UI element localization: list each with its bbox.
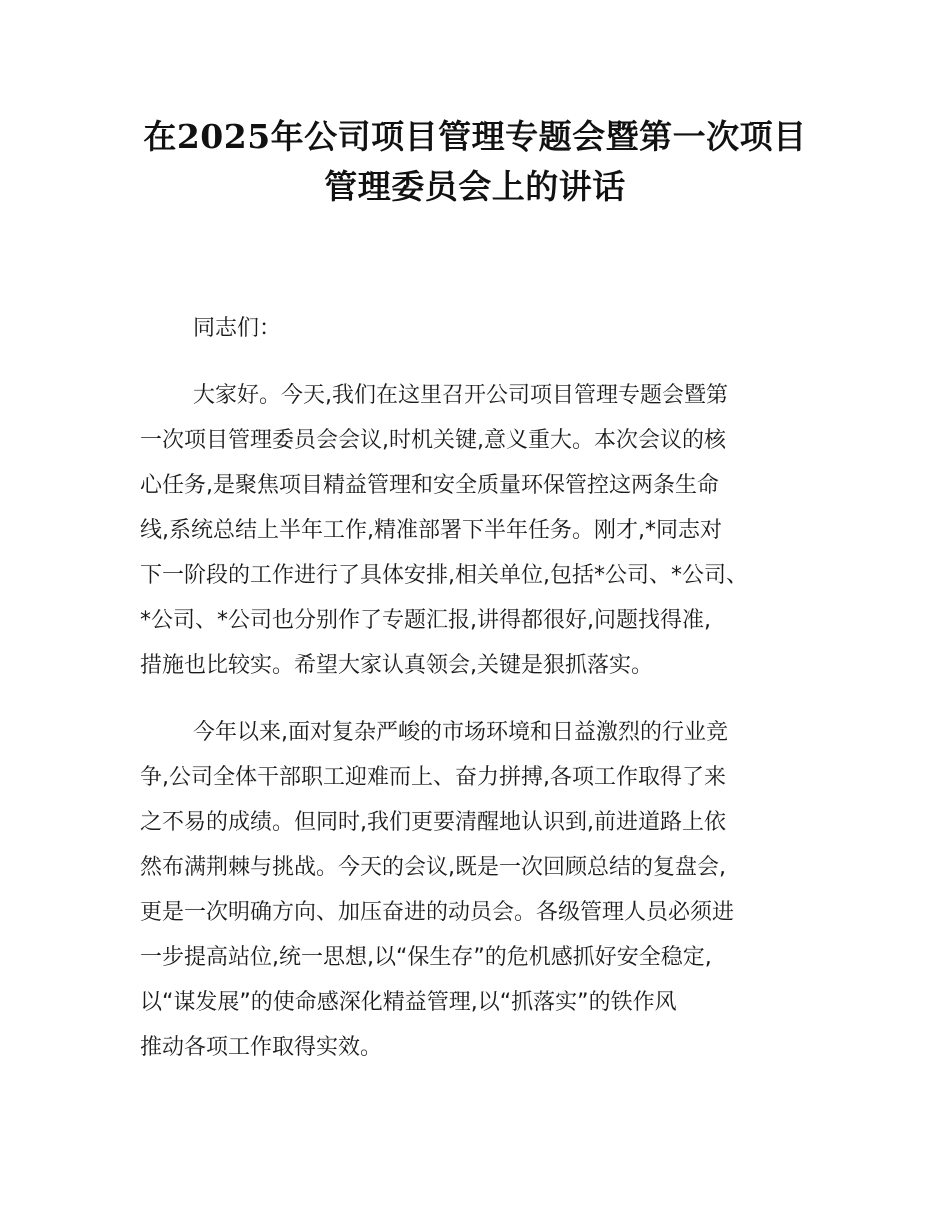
paragraph-line: 然布满荆棘与挑战。今天的会议,既是一次回顾总结的复盘会,	[140, 855, 726, 880]
salutation-paragraph	[140, 306, 830, 351]
paragraph-line: 更是一次明确方向、加压奋进的动员会。各级管理人员必须进	[140, 900, 735, 925]
document-body	[140, 306, 830, 1092]
paragraph-line: 措施也比较实。希望大家认真领会,关键是狠抓落实。	[140, 653, 653, 678]
document-title	[100, 112, 850, 212]
paragraph-line: 大家好。今天,我们在这里召开公司项目管理专题会暨第	[193, 383, 728, 408]
paragraph-line: 一次项目管理委员会会议,时机关键,意义重大。本次会议的核	[140, 428, 726, 453]
paragraph-line: 争,公司全体干部职工迎难而上、奋力拼搏,各项工作取得了来	[140, 765, 726, 790]
paragraph-opening	[140, 373, 830, 688]
paragraph-line: *公司、*公司也分别作了专题汇报,讲得都很好,问题找得准,	[140, 608, 711, 633]
paragraph-line: 一步提高站位,统一思想,以“保生存”的危机感抓好安全稳定,	[140, 945, 712, 970]
paragraph-line: 心任务,是聚焦项目精益管理和安全质量环保管控这两条生命	[140, 473, 719, 498]
paragraph-line: 推动各项工作取得实效。	[140, 1035, 383, 1060]
paragraph-line: 之不易的成绩。但同时,我们更要清醒地认识到,前进道路上依	[140, 810, 726, 835]
salutation: 同志们：	[193, 316, 282, 341]
title-line: 管理委员会上的讲话	[324, 167, 626, 206]
paragraph-line: 下一阶段的工作进行了具体安排,相关单位,包括*公司、*公司、	[140, 563, 748, 588]
paragraph-line: 以“谋发展”的使命感深化精益管理,以“抓落实”的铁作风	[140, 990, 677, 1015]
title-line: 在2025年公司项目管理专题会暨第一次项目	[143, 117, 807, 156]
paragraph-line: 今年以来,面对复杂严峻的市场环境和日益激烈的行业竞	[193, 720, 728, 745]
paragraph-line: 线,系统总结上半年工作,精准部署下半年任务。刚才,*同志对	[140, 518, 722, 543]
paragraph-review	[140, 710, 830, 1070]
